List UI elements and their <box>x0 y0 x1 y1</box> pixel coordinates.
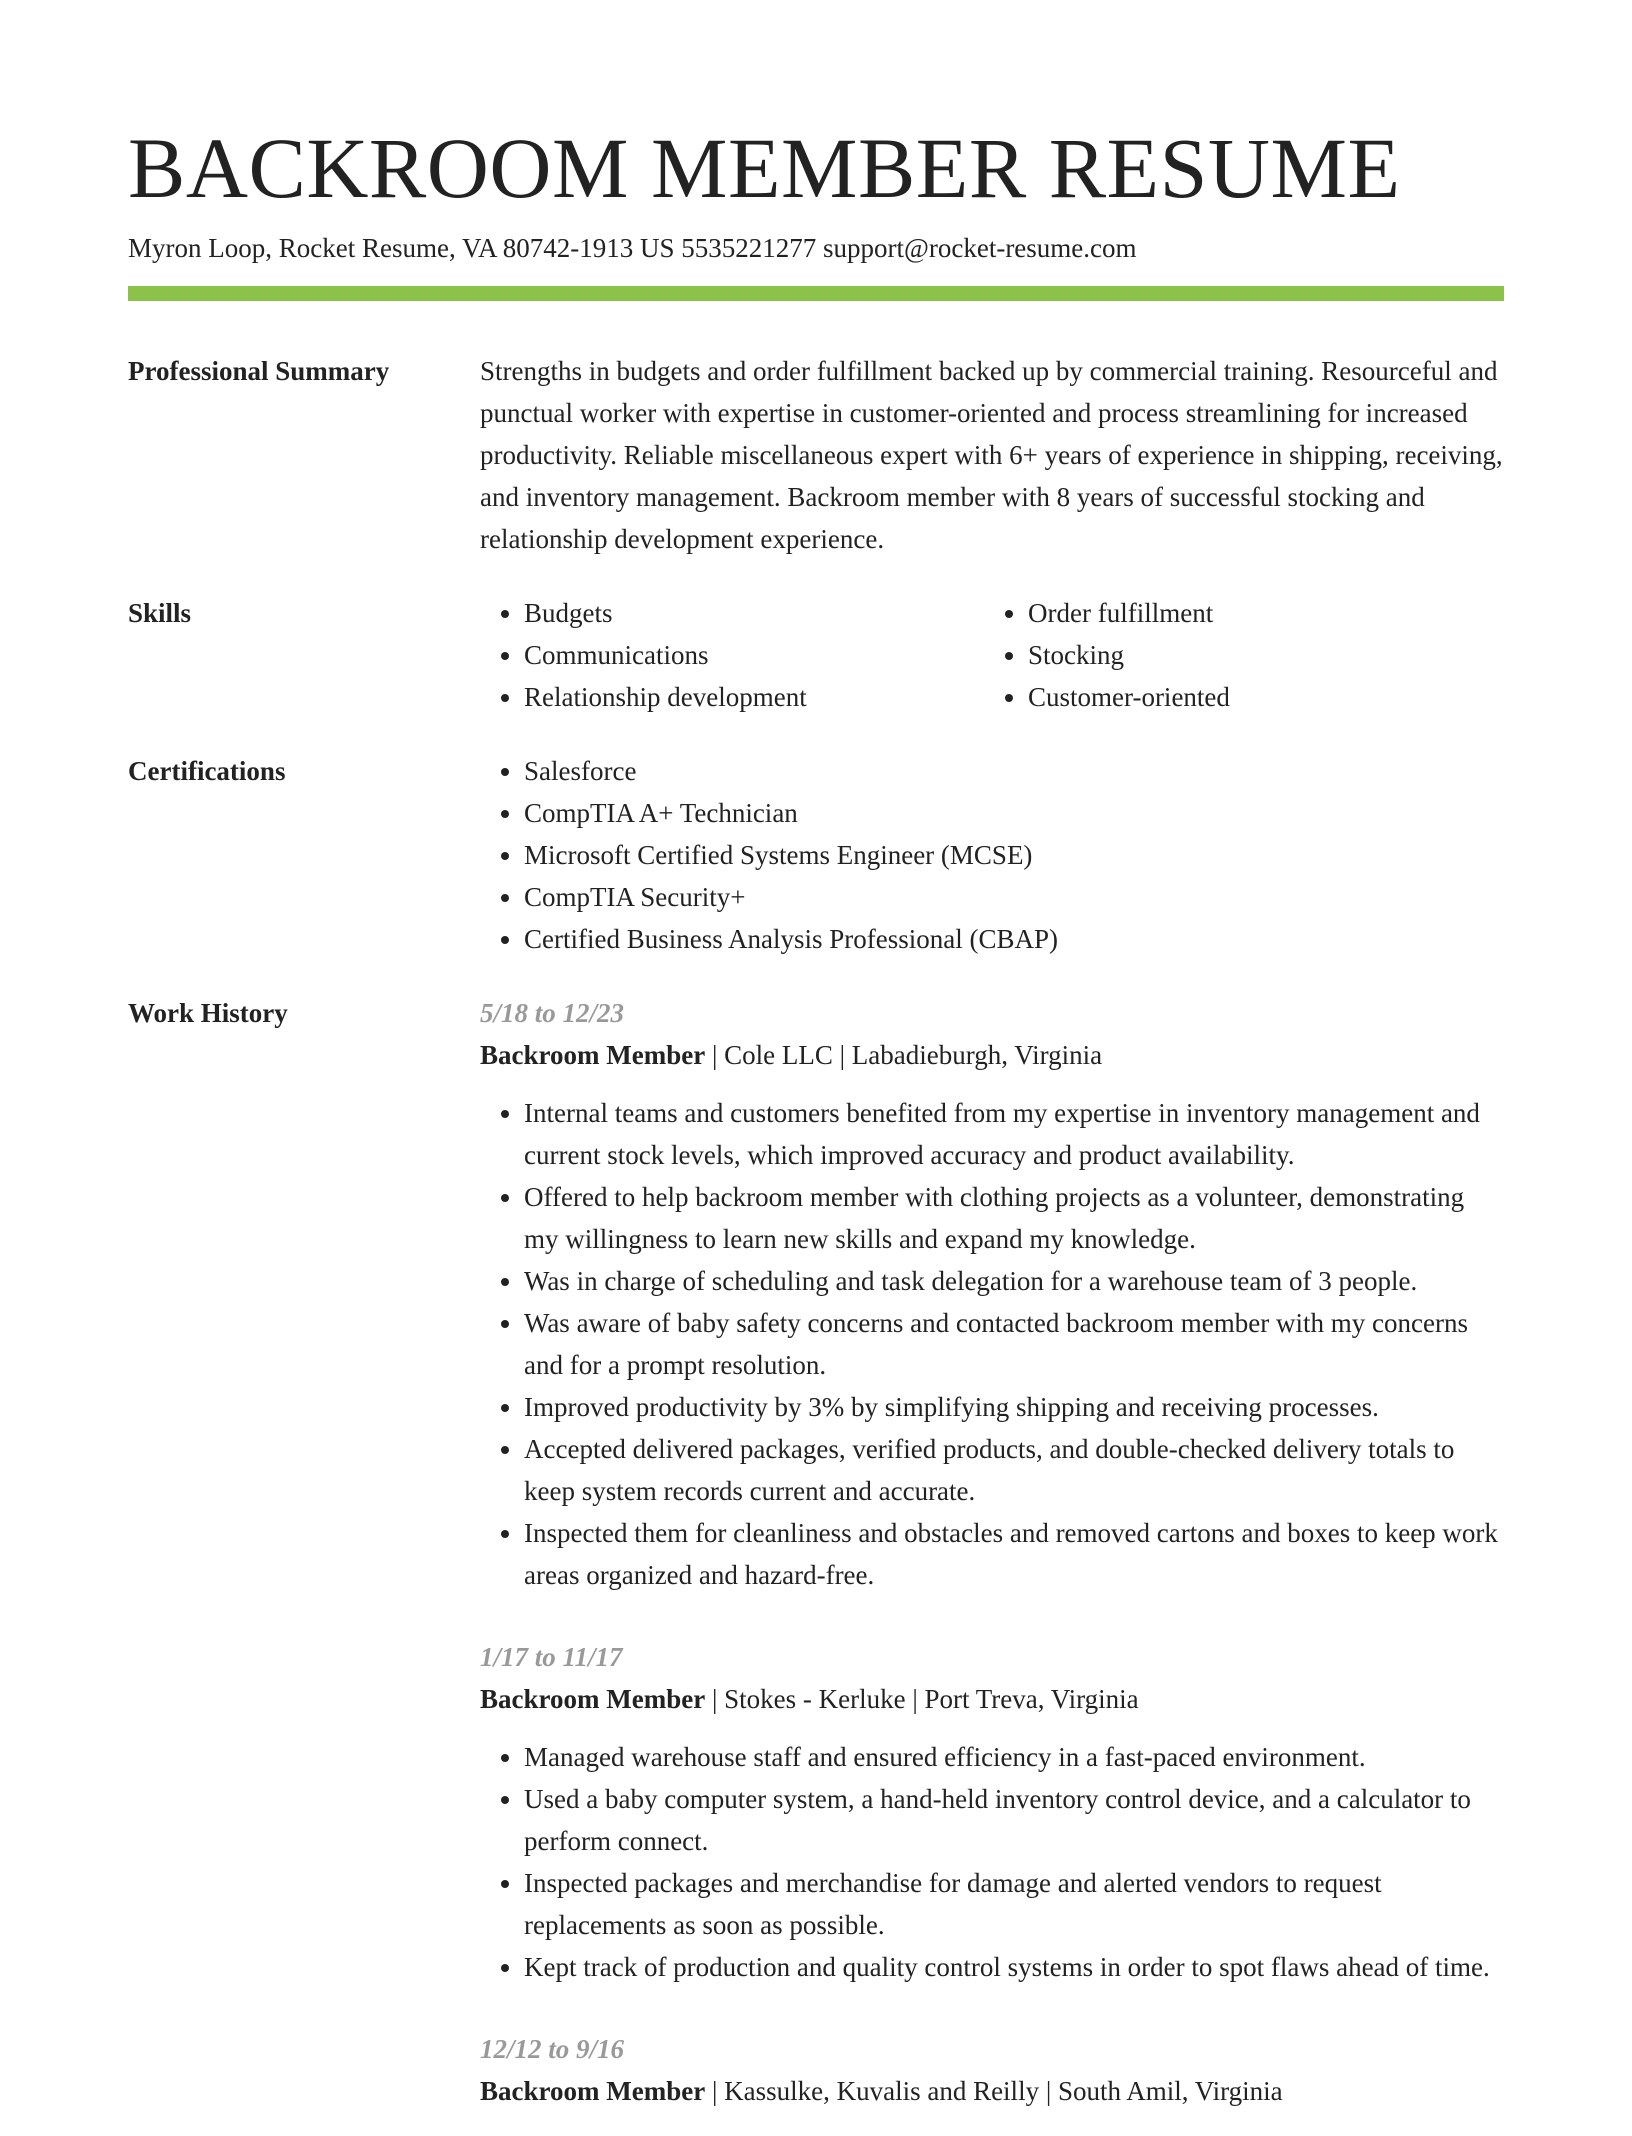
job-heading <box>480 1034 1504 1076</box>
skill-item: • Stocking <box>1028 634 1488 676</box>
work-history-label: Work History <box>128 998 288 1028</box>
skills-label: Skills <box>128 598 192 628</box>
job-bullet: • Managed warehouse staff and ensured efficiency in a fast-paced environment. <box>524 1736 1504 1778</box>
certification-item: • Salesforce <box>524 750 1504 792</box>
job-title: Backroom Member <box>480 1684 706 1714</box>
job-bullet: • Used a baby computer system, a hand-held inventory control device, and a calculator to perform connect. <box>524 1778 1504 1862</box>
skill-item: • Order fulfillment <box>1028 592 1488 634</box>
job-bullet: • Inspected them for cleanliness and obstacles and removed cartons and boxes to keep work areas organized and hazard-free. <box>524 1512 1504 1596</box>
job-entry <box>480 992 1504 1596</box>
job-bullet: • Improved productivity by 3% by simplifying shipping and receiving processes. <box>524 1386 1504 1428</box>
skills-list-right <box>984 592 1488 718</box>
certification-item: • Certified Business Analysis Professional (CBAP) <box>524 918 1504 960</box>
job-details: | Kassulke, Kuvalis and Reilly | South Amil, Virginia <box>705 2076 1283 2106</box>
job-dates: 12/12 to 9/16 <box>480 2034 625 2064</box>
certifications-list <box>480 750 1504 960</box>
job-bullets <box>480 1092 1504 1596</box>
job-bullet: • Inspected packages and merchandise for damage and alerted vendors to request replacements as soon as possible. <box>524 1862 1504 1946</box>
job-bullet: • Internal teams and customers benefited from my expertise in inventory management and current stock levels, which improved accuracy and product availability. <box>524 1092 1504 1176</box>
certifications-label: Certifications <box>128 756 286 786</box>
skills-list-left <box>480 592 984 718</box>
job-heading <box>480 1678 1504 1720</box>
job-details: | Stokes - Kerluke | Port Treva, Virginia <box>705 1684 1139 1714</box>
job-dates: 1/17 to 11/17 <box>480 1642 623 1672</box>
summary-label: Professional Summary <box>128 356 390 386</box>
resume-title: BACKROOM MEMBER RESUME <box>128 120 1401 216</box>
skill-item: • Budgets <box>524 592 984 634</box>
contact-line: Myron Loop, Rocket Resume, VA 80742-1913 US 5535221277 support@rocket-resume.com <box>128 233 1137 263</box>
job-bullet: • Was aware of baby safety concerns and contacted backroom member with my concerns and for a prompt resolution. <box>524 1302 1504 1386</box>
skill-item: • Customer-oriented <box>1028 676 1488 718</box>
job-bullet: • Was in charge of scheduling and task delegation for a warehouse team of 3 people. <box>524 1260 1504 1302</box>
job-dates: 5/18 to 12/23 <box>480 998 625 1028</box>
job-heading <box>480 2070 1504 2112</box>
skill-item: • Communications <box>524 634 984 676</box>
accent-divider <box>128 286 1504 301</box>
skill-item: • Relationship development <box>524 676 984 718</box>
summary-text: Strengths in budgets and order fulfillment backed up by commercial training. Resourceful and punctual worker with expertise in customer-oriented and process streamlining for increased productivity. Reliable miscellaneous expert with 6+ years of experience in shipping, receiving, and inventory management. Backroom member with 8 years of successful stocking and relationship development experience. <box>480 356 1503 554</box>
job-details: | Cole LLC | Labadieburgh, Virginia <box>705 1040 1103 1070</box>
certification-item: • Microsoft Certified Systems Engineer (MCSE) <box>524 834 1504 876</box>
job-title: Backroom Member <box>480 2076 706 2106</box>
job-entry <box>480 2028 1504 2112</box>
job-bullet: • Kept track of production and quality control systems in order to spot flaws ahead of time. <box>524 1946 1504 1988</box>
certification-item: • CompTIA A+ Technician <box>524 792 1504 834</box>
job-title: Backroom Member <box>480 1040 706 1070</box>
job-bullet: • Offered to help backroom member with clothing projects as a volunteer, demonstrating my willingness to learn new skills and expand my knowledge. <box>524 1176 1504 1260</box>
job-entry <box>480 1636 1504 1988</box>
job-bullets <box>480 1736 1504 1988</box>
certification-item: • CompTIA Security+ <box>524 876 1504 918</box>
job-bullet: • Accepted delivered packages, verified products, and double-checked delivery totals to keep system records current and accurate. <box>524 1428 1504 1512</box>
